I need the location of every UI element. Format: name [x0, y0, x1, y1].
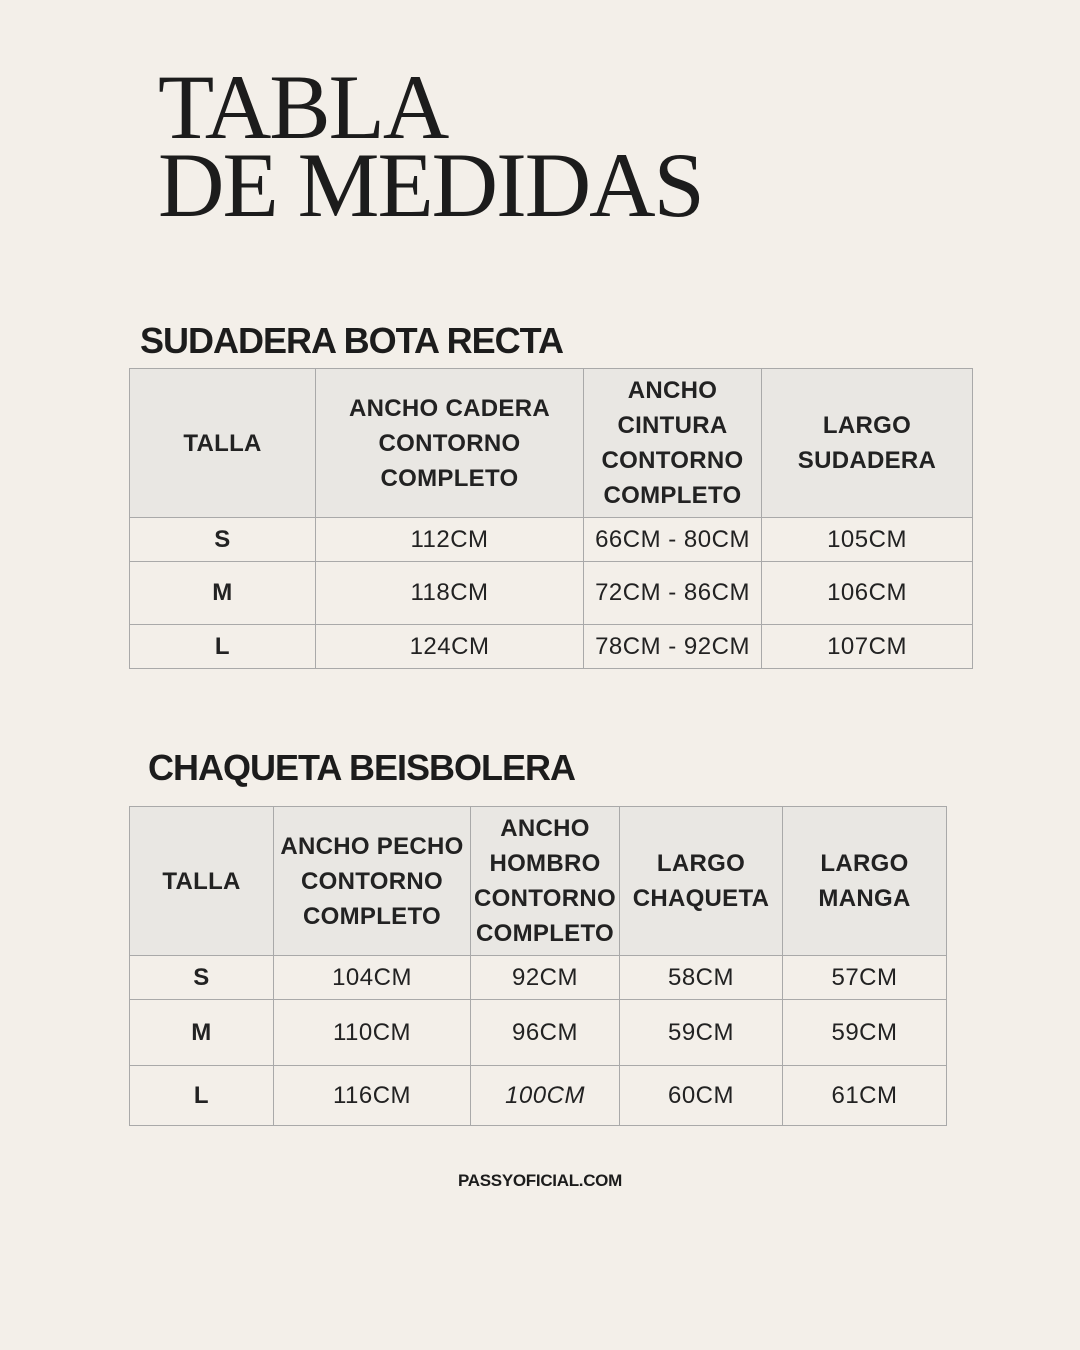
header-ancho-cintura: ANCHO CINTURA CONTORNO COMPLETO	[584, 369, 762, 518]
chaqueta-section-title: CHAQUETA BEISBOLERA	[148, 747, 576, 788]
table-header-row	[130, 807, 947, 956]
table-cell: 105CM	[762, 518, 973, 562]
header-ancho-pecho: ANCHO PECHO CONTORNO COMPLETO	[274, 807, 471, 956]
title-line-1: TABLA	[158, 56, 448, 158]
size-label: L	[130, 625, 316, 669]
size-label: M	[130, 1000, 274, 1066]
header-largo-chaqueta: LARGO CHAQUETA	[620, 807, 783, 956]
header-talla: TALLA	[130, 807, 274, 956]
size-label: L	[130, 1066, 274, 1126]
sudadera-size-table	[129, 368, 973, 669]
table-row	[130, 518, 973, 562]
header-largo-sudadera: LARGO SUDADERA	[762, 369, 973, 518]
table-cell: 58CM	[620, 956, 783, 1000]
table-cell: 59CM	[783, 1000, 947, 1066]
table-cell: 124CM	[316, 625, 584, 669]
table-cell: 104CM	[274, 956, 471, 1000]
table-cell: 96CM	[471, 1000, 620, 1066]
table-cell: 107CM	[762, 625, 973, 669]
table-row	[130, 625, 973, 669]
footer-website: PASSYOFICIAL.COM	[458, 1171, 622, 1190]
table-cell: 60CM	[620, 1066, 783, 1126]
table-cell: 61CM	[783, 1066, 947, 1126]
chaqueta-size-table	[129, 806, 947, 1126]
table-cell: 106CM	[762, 562, 973, 625]
table-header-row	[130, 369, 973, 518]
size-label: S	[130, 956, 274, 1000]
table-cell: 110CM	[274, 1000, 471, 1066]
table-cell: 59CM	[620, 1000, 783, 1066]
table-row	[130, 956, 947, 1000]
table-cell: 112CM	[316, 518, 584, 562]
header-largo-manga: LARGO MANGA	[783, 807, 947, 956]
table-row	[130, 1000, 947, 1066]
page-title	[158, 56, 703, 236]
table-cell: 57CM	[783, 956, 947, 1000]
table-cell: 100CM	[471, 1066, 620, 1126]
header-ancho-hombro: ANCHO HOMBRO CONTORNO COMPLETO	[471, 807, 620, 956]
table-cell: 118CM	[316, 562, 584, 625]
table-cell: 78CM - 92CM	[584, 625, 762, 669]
title-line-2: DE MEDIDAS	[158, 134, 703, 236]
header-talla: TALLA	[130, 369, 316, 518]
table-cell: 66CM - 80CM	[584, 518, 762, 562]
table-row	[130, 562, 973, 625]
table-cell: 116CM	[274, 1066, 471, 1126]
table-cell: 72CM - 86CM	[584, 562, 762, 625]
table-row	[130, 1066, 947, 1126]
header-ancho-cadera: ANCHO CADERA CONTORNO COMPLETO	[316, 369, 584, 518]
table-cell: 92CM	[471, 956, 620, 1000]
sudadera-section-title: SUDADERA BOTA RECTA	[140, 320, 563, 361]
size-label: M	[130, 562, 316, 625]
size-label: S	[130, 518, 316, 562]
